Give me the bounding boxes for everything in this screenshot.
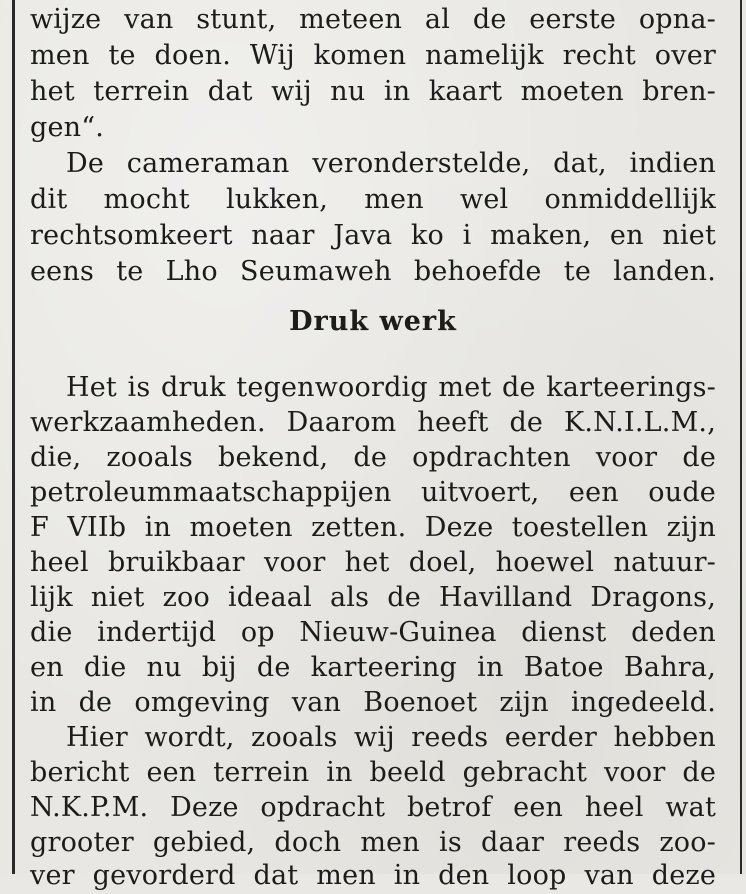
text-line: die, zooals bekend, de opdrachten voor de: [30, 442, 716, 473]
text-line: F VIIb in moeten zetten. Deze toestellen zijn: [30, 512, 716, 543]
text-line: eens te Lho Seumaweh behoefde te landen.: [30, 256, 716, 287]
paragraph-start-line: Hier wordt, zooals wij reeds eerder hebben: [66, 722, 716, 753]
text-line: die indertijd op Nieuw-Guinea dienst deden: [30, 617, 716, 648]
text-line: in de omgeving van Boenoet zijn ingedeeld.: [30, 687, 716, 718]
text-line: dit mocht lukken, men wel onmiddellijk: [30, 184, 716, 215]
text-line: heel bruikbaar voor het doel, hoewel natuur-: [30, 547, 716, 578]
text-line: wijze van stunt, meteen al de eerste opna-: [30, 4, 716, 35]
text-line: ver gevorderd dat men in den loop van deze: [30, 860, 716, 891]
text-line: en die nu bij de karteering in Batoe Bahra,: [30, 652, 716, 683]
text-line: rechtsomkeert naar Java ko i maken, en niet: [30, 220, 716, 251]
text-line: werkzaamheden. Daarom heeft de K.N.I.L.M.,: [30, 407, 716, 438]
text-line: men te doen. Wij komen namelijk recht over: [30, 40, 716, 71]
text-line: grooter gebied, doch men is daar reeds zoo-: [30, 827, 716, 858]
text-line: bericht een terrein in beeld gebracht voor de: [30, 757, 716, 788]
text-line: gen“.: [30, 112, 105, 143]
paragraph-start-line: Het is druk tegenwoordig met de karteerings-: [66, 372, 716, 403]
text-line: lijk niet zoo ideaal als de Havilland Dragons,: [30, 582, 716, 613]
text-line: N.K.P.M. Deze opdracht betrof een heel wat: [30, 792, 716, 823]
paragraph-start-line: De cameraman veronderstelde, dat, indien: [66, 148, 716, 179]
text-line: petroleummaatschappijen uitvoert, een oude: [30, 477, 716, 508]
column-rule-right: [740, 0, 742, 874]
text-line: het terrein dat wij nu in kaart moeten bren-: [30, 76, 716, 107]
section-heading: Druk werk: [289, 306, 457, 337]
column-rule-left: [12, 0, 15, 874]
